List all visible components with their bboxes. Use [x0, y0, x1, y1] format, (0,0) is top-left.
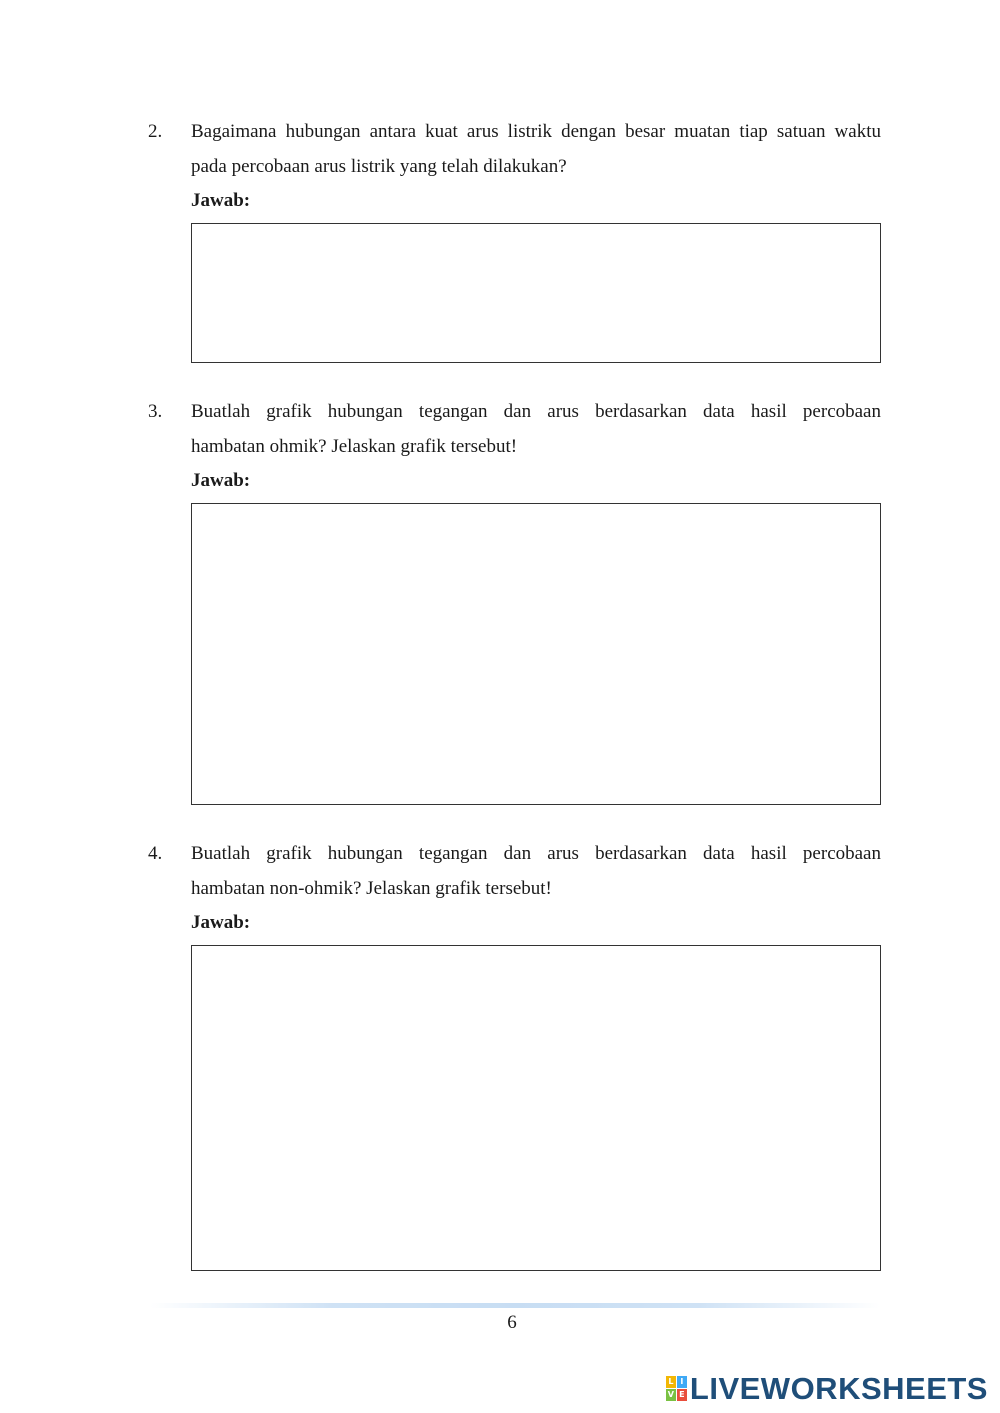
question-line: hambatan non-ohmik? Jelaskan grafik tersebut!: [191, 878, 552, 899]
liveworksheets-logo[interactable]: [666, 1372, 988, 1406]
footer-divider: [150, 1303, 880, 1308]
logo-tile-v: V: [667, 1390, 674, 1399]
question-line: Bagaimana hubungan antara kuat arus listrik dengan besar muatan tiap satuan waktu: [191, 121, 881, 142]
answer-box[interactable]: [191, 503, 881, 805]
question-line: hambatan ohmik? Jelaskan grafik tersebut!: [191, 436, 518, 457]
question-line: Buatlah grafik hubungan tegangan dan arus berdasarkan data hasil percobaan: [191, 401, 881, 422]
question-line: pada percobaan arus listrik yang telah dilakukan?: [191, 156, 567, 177]
question-number: 3.: [148, 401, 163, 422]
logo-tile-i: I: [677, 1376, 687, 1388]
question-number: 2.: [148, 121, 163, 142]
question-text: [191, 836, 881, 906]
page-number: 6: [507, 1312, 517, 1333]
answer-label: Jawab:: [191, 470, 251, 491]
question-line: Buatlah grafik hubungan tegangan dan arus berdasarkan data hasil percobaan: [191, 843, 881, 864]
question-text: [191, 394, 881, 464]
logo-tile-l: L: [666, 1376, 676, 1388]
answer-box[interactable]: [191, 945, 881, 1271]
answer-box[interactable]: [191, 223, 881, 363]
answer-label: Jawab:: [191, 912, 251, 933]
liveworksheets-icon: [666, 1376, 688, 1402]
brand-name: LIVEWORKSHEETS: [689, 1371, 988, 1406]
logo-tile-e: E: [677, 1389, 687, 1401]
question-number: 4.: [148, 843, 163, 864]
question-text: [191, 114, 881, 184]
answer-label: Jawab:: [191, 190, 251, 211]
